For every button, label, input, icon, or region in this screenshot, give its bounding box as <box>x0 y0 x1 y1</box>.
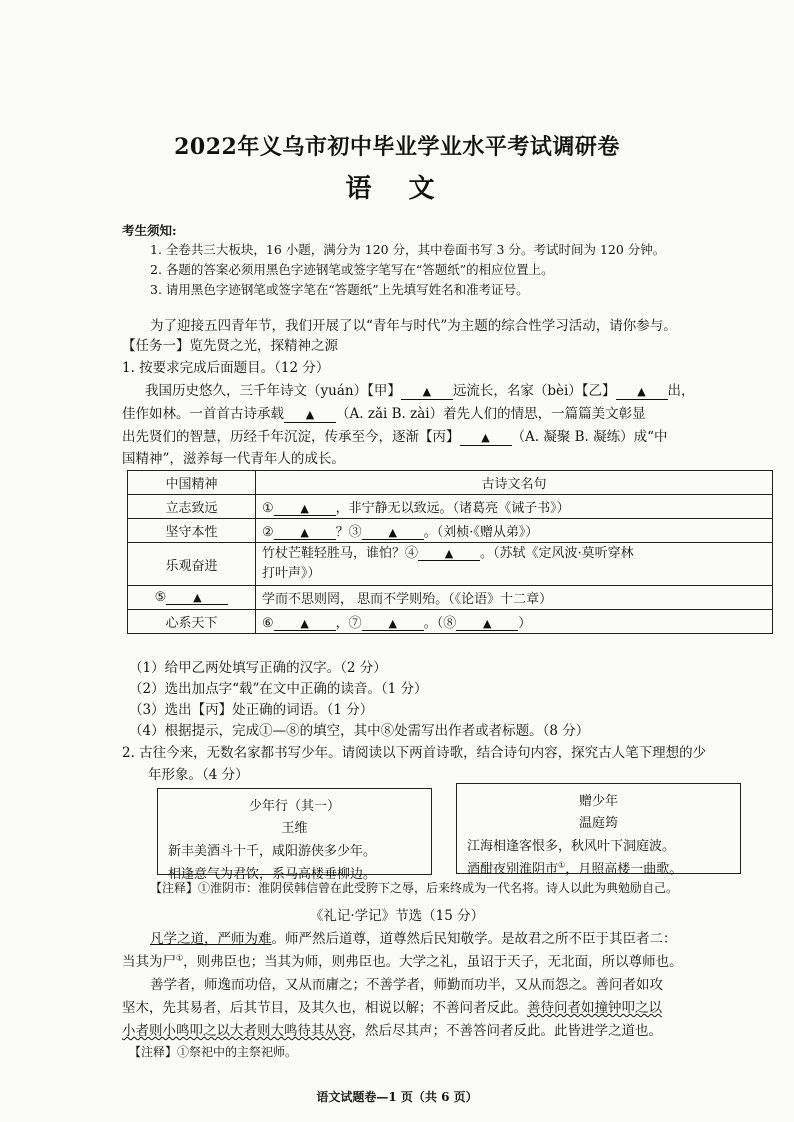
question-1-passage-line <box>122 402 646 423</box>
verse-cell <box>256 519 773 543</box>
spirit-cell: 立志致远 <box>128 495 256 519</box>
question-2-stem: 年形象。（4 分） <box>148 767 249 783</box>
poem-title: 赠少年 <box>578 794 618 809</box>
poem-line: 相逢意气为君饮，系马高楼垂柳边。 <box>168 867 377 882</box>
verse-text: ） <box>518 616 532 631</box>
blank-number: ③ <box>348 525 362 540</box>
table-header-cell: 古诗文名句 <box>256 471 773 495</box>
poem-title: 少年行（其一） <box>248 799 340 814</box>
blank-marker: ▲ <box>388 617 397 630</box>
verse-text: 。（刘桢·《赠从弟》） <box>423 525 539 540</box>
answer-blank <box>616 385 668 400</box>
notice-heading: 考生须知: <box>122 223 177 238</box>
poetry-table <box>127 470 773 634</box>
answer-blank <box>284 408 336 423</box>
verse-cell: 学而不思则罔， 思而不学则殆。（《论语》十二章） <box>256 586 773 610</box>
question-2-stem: 2. 古往今来，无数名家都书写少年。请阅读以下两首诗歌，结合诗句内容，探究古人笔下理想的少 <box>122 745 707 761</box>
blank-marker: ▲ <box>481 431 490 444</box>
spirit-cell: 心系天下 <box>128 610 256 634</box>
poem-line: 江海相逢客恨多，秋风叶下洞庭波。 <box>467 839 676 854</box>
blank-marker: ▲ <box>637 385 646 398</box>
passage-text: 远流长，名家（bèi）【乙】 <box>452 383 616 399</box>
table-header-cell: 中国精神 <box>128 471 256 495</box>
footnote-mark: ① <box>558 860 566 870</box>
blank-number: ⑥ <box>262 616 274 631</box>
blank-marker: ▲ <box>193 591 202 604</box>
blank-marker: ▲ <box>422 385 432 398</box>
answer-blank <box>362 526 424 540</box>
intro-text: 为了迎接五四青年节，我们开展了以“青年与时代”为主题的综合性学习活动，请你参与。 <box>150 318 677 334</box>
spirit-cell <box>128 586 256 610</box>
poem-text: 酒酣夜别淮阴市 <box>467 862 559 877</box>
blank-number: ⑧ <box>443 616 457 631</box>
sub-question: （2）选出加点字“载”在文中正确的读音。（1 分） <box>129 681 428 697</box>
table-row <box>128 543 773 586</box>
table-row <box>128 586 773 610</box>
answer-blank <box>362 617 424 631</box>
notice-item: 2. 各题的答案必须用黑色字迹钢笔或签字笔写在“答题纸”的相应位置上。 <box>150 262 554 277</box>
classical-text: 当其为尸 <box>122 954 176 970</box>
classical-text-line <box>122 1019 662 1039</box>
blank-number: ⑤ <box>154 590 167 605</box>
table-header-row <box>128 471 773 495</box>
blank-number: ④ <box>405 546 419 561</box>
verse-text: ，非宁静无以致远。（诸葛亮《诫子书》） <box>335 501 570 516</box>
passage-text: 出先贤们的智慧，历经千年沉淀，传承至今，逐渐【丙】 <box>122 429 460 445</box>
answer-blank <box>274 526 336 540</box>
subject-title: 语 文 <box>345 174 449 204</box>
blank-marker: ▲ <box>305 408 315 421</box>
verse-cell <box>256 610 773 634</box>
underlined-sentence: 凡学之道，严师为难 <box>150 931 272 947</box>
classical-text: ，则弗臣也；当其为师，则弗臣也。大学之礼，虽诏于天子，无北面，所以尊师也。 <box>183 954 683 970</box>
sub-question: （1）给甲乙两处填写正确的汉字。（2 分） <box>129 660 387 676</box>
sub-question: （3）选出【丙】处正确的词语。（1 分） <box>129 702 374 718</box>
poem-box-shaonianxing <box>157 788 432 882</box>
spirit-cell: 坚守本性 <box>128 519 256 543</box>
exam-title: 2022年义乌市初中毕业学业水平考试调研卷 <box>174 134 620 160</box>
answer-blank <box>166 591 228 605</box>
verse-text: 。（ <box>423 616 444 631</box>
passage-text: （A. 凝聚 B. 凝练）成“中 <box>511 429 668 445</box>
blank-marker: ▲ <box>444 547 454 560</box>
page-footer: 语文试题卷—1 页（共 6 页） <box>316 1090 478 1104</box>
poem-text: ，月照高楼一曲歌。 <box>565 862 683 877</box>
sub-question: （4）根据提示，完成①—⑧的填空，其中⑧处需写出作者或者标题。（8 分） <box>129 723 590 739</box>
answer-blank <box>456 617 518 631</box>
classical-footnote: 【注释】①祭祀中的主祭祀师。 <box>129 1045 298 1059</box>
table-row <box>128 495 773 519</box>
verse-cell <box>256 543 773 586</box>
blank-marker: ▲ <box>300 617 309 630</box>
verse-cell <box>256 495 773 519</box>
blank-marker: ▲ <box>482 617 492 630</box>
notice-item: 3. 请用黑色字迹钢笔或签字笔在“答题纸”上先填写姓名和准考证号。 <box>150 282 529 297</box>
verse-text: 竹杖芒鞋轻胜马，谁怕？ <box>262 546 406 561</box>
task1-heading: 【任务一】览先贤之光，探精神之源 <box>122 338 338 354</box>
footnote-mark: ① <box>176 953 184 963</box>
classical-text-line <box>122 950 683 970</box>
answer-blank <box>460 431 512 446</box>
table-row <box>128 519 773 543</box>
blank-marker: ▲ <box>300 526 309 539</box>
passage-text: 佳作如林。一首首古诗承载 <box>122 406 284 422</box>
classical-text: ，然后尽其声；不善答问者反此。此皆进学之道也。 <box>351 1023 662 1039</box>
blank-marker: ▲ <box>388 526 397 539</box>
classical-text-line: 善学者，师逸而功倍，又从而庸之；不善学者，师勤而功半，又从而怨之。善问者如攻 <box>150 977 663 993</box>
classical-text: 坚木，先其易者，后其节目，及其久也，相说以解；不善问者反此。 <box>122 1000 527 1016</box>
table-row <box>128 610 773 634</box>
question-1-stem: 1. 按要求完成后面题目。（12 分） <box>122 360 330 376</box>
blank-marker: ▲ <box>300 502 309 515</box>
blank-number: ⑦ <box>348 616 362 631</box>
blank-number: ① <box>262 501 274 516</box>
verse-text: ， <box>335 616 349 631</box>
passage-text: （A. zǎi B. zài）着先人们的情思，一篇篇美文彰显 <box>336 406 646 422</box>
question-1-passage-line <box>145 379 695 400</box>
notice-item: 1. 全卷共三大板块，16 小题，满分为 120 分，其中卷面书写 3 分。考试时间为 120 分钟。 <box>150 242 666 257</box>
spirit-cell: 乐观奋进 <box>128 543 256 586</box>
verse-text: 。（苏轼《定风波·莫听穿林 <box>480 546 634 561</box>
answer-blank <box>418 547 480 561</box>
classical-text: 。师严然后道尊，道尊然后民知敬学。是故君之所不臣于其臣者二： <box>271 931 677 947</box>
poem-footnote: 【注释】①淮阴市：淮阴侯韩信曾在此受胯下之辱，后来终成为一代名将。诗人以此为典勉励自己。 <box>150 881 679 895</box>
poem-box-zengshaonian <box>456 783 741 877</box>
wavy-underlined-text: 小者则小鸣叩之以大者则大鸣待其从容 <box>122 1023 352 1039</box>
wavy-underlined-text: 善待问者如撞钟叩之以 <box>527 1000 662 1016</box>
classical-text-line <box>150 927 677 947</box>
poem-author: 王维 <box>281 821 308 836</box>
verse-text: ？ <box>335 525 349 540</box>
question-1-passage-line: 国精神”，滋养每一代青年人的成长。 <box>122 451 345 467</box>
passage-text: 出， <box>667 383 695 399</box>
question-1-passage-line <box>122 425 668 446</box>
answer-blank <box>401 385 453 400</box>
poem-line <box>467 858 740 877</box>
section-title: 《礼记·学记》节选（15 分） <box>309 908 485 924</box>
answer-blank <box>274 617 336 631</box>
answer-blank <box>274 502 336 516</box>
blank-number: ② <box>262 525 274 540</box>
verse-text: 打叶声》） <box>262 566 321 581</box>
poem-author: 温庭筠 <box>578 816 618 831</box>
passage-text: 我国历史悠久，三千年诗文（yuán）【甲】 <box>145 383 401 399</box>
classical-text-line <box>122 996 662 1016</box>
poem-line: 新丰美酒斗十千，咸阳游侠多少年。 <box>168 844 377 859</box>
